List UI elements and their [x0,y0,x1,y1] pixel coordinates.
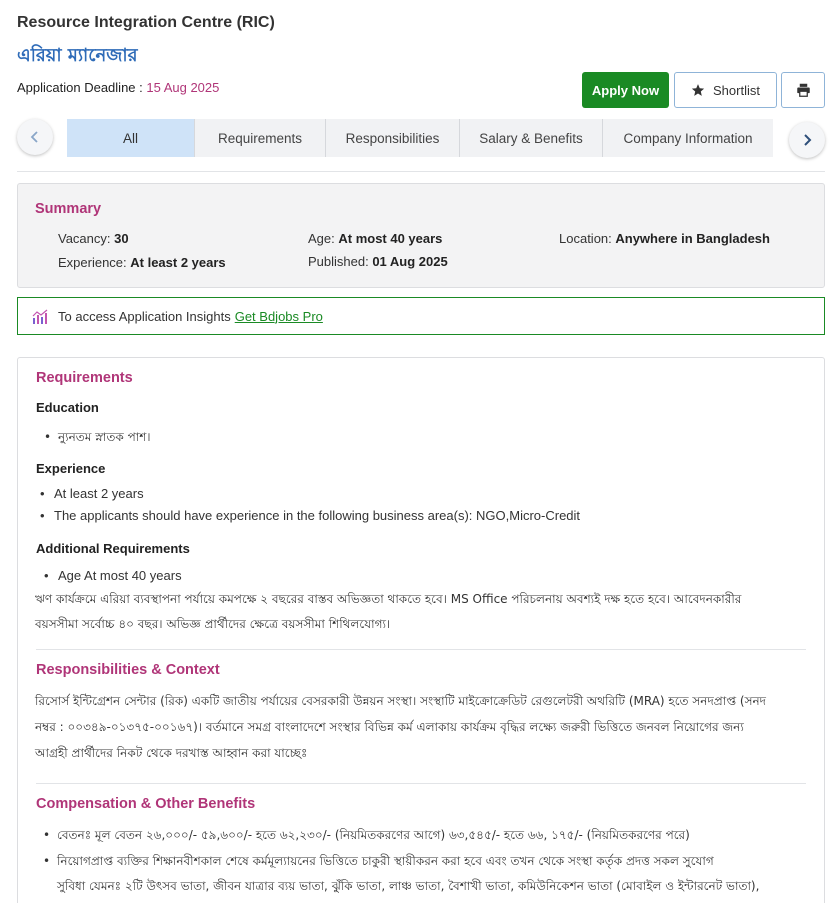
compensation-item: • নিয়োগপ্রাপ্ত ব্যক্তির শিক্ষানবীশকাল শেষে কর্মমূল্যায়নের ভিত্তিতে চাকুরী স্থায়ীকরন করা হবে এবং তখন থেকে সংস্থা কর্তৃক প্রদত্ত সকল সুযোগ [57,849,714,874]
section-divider [36,783,806,784]
responsibilities-title: Responsibilities & Context [36,662,220,678]
tab-company-information[interactable]: Company Information [603,119,773,157]
additional-text-line: ঋণ কার্যক্রমে এরিয়া ব্যবস্থাপনা পর্যায়ে কমপক্ষে ২ বছরের বাস্তব অভিজ্ঞতা থাকতে হবে। MS Office পরিচলনায় অবশ্যই দক্ষ হতে হবে। আবেদনকারীর [35,592,742,606]
vacancy-value: 30 [114,231,129,246]
age-value: At most 40 years [338,231,443,246]
experience [58,255,226,270]
section-divider [36,649,806,650]
compensation-item-continued: সুবিধা যেমনঃ ২টি উৎসব ভাতা, জীবন যাত্রার ব্যয় ভাতা, ঝুঁকি ভাতা, লাঞ্চ ভাতা, বৈশাখী ভাতা, কমিউনিকেশন ভাতা (মোবাইল ও ইন্টারনেট ভাতা), [57,879,760,893]
responsibilities-text-line: রিসোর্স ইন্টিগ্রেশন সেন্টার (রিক) একটি জাতীয় পর্যায়ের বেসরকারী উন্নয়ন সংস্থা। সংস্থাটি মাইক্রোক্রেডিট রেগুলেটরী অথরিটি (MRA) হতে সনদপ্রাপ্ত (সনদ [35,694,766,708]
compensation-item: • বেতনঃ মূল বেতন ২৬,০০০/- ৫৯,৬০০/- হতে ৬২,২৩০/- (নিয়মিতকরণের আগে) ৬৩,৫৪৫/- হতে ৬৬, ১৭৫/- (নিয়মিতকরণের পরে) [57,823,690,848]
divider [17,171,825,172]
age-label: Age: [308,231,339,246]
tabs-scroll-left[interactable] [17,119,53,155]
insights-banner [17,297,825,335]
compensation-title: Compensation & Other Benefits [36,796,256,812]
age [308,231,442,246]
tab-salary-benefits[interactable]: Salary & Benefits [460,119,603,157]
tab-requirements[interactable]: Requirements [195,119,326,157]
experience-item: • The applicants should have experience in the following business area(s): NGO,Micro-Credit [54,508,580,523]
summary-title: Summary [35,201,102,217]
requirements-title: Requirements [36,370,133,386]
application-deadline [17,80,219,95]
published [308,254,448,269]
published-label: Published: [308,254,373,269]
additional-text-line: বয়সসীমা সর্বোচ্চ ৪০ বছর। অভিজ্ঞ প্রার্থীদের ক্ষেত্রে বয়সসীমা শিথিলযোগ্য। [35,617,391,631]
shortlist-label: Shortlist [713,82,760,98]
experience-value: At least 2 years [130,255,226,270]
printer-icon [796,83,811,97]
apply-now-button[interactable]: Apply Now [582,72,669,108]
responsibilities-text-line: নম্বর : ০০৩৪৯-০১৩৭৫-০০১৬৭)। বর্তমানে সমগ্র বাংলাদেশে সংস্থার বিভিন্ন কর্ম এলাকায় কার্যক্রম বৃদ্ধির লক্ষ্যে জরুরী ভিত্তিতে জনবল নিয়োগের জন্য [35,720,744,734]
education-heading: Education [36,400,99,415]
chevron-left-icon [30,131,40,143]
experience-item: • At least 2 years [54,486,144,501]
company-name: Resource Integration Centre (RIC) [17,14,275,31]
deadline-date: 15 Aug 2025 [146,80,220,95]
vacancy-label: Vacancy: [58,231,115,246]
insights-chart-icon [32,309,49,324]
location [559,231,770,246]
chevron-right-icon [802,134,812,146]
tab-responsibilities[interactable]: Responsibilities [326,119,460,157]
job-title: এরিয়া ম্যানেজার [17,45,138,66]
star-icon [691,83,705,97]
experience-heading: Experience [36,461,106,476]
experience-label: Experience: [58,255,131,270]
deadline-label: Application Deadline : [17,80,147,95]
location-label: Location: [559,231,616,246]
responsibilities-text-line: আগ্রহী প্রার্থীদের নিকট থেকে দরখাস্ত আহ্বান করা যাচ্ছেঃ [35,746,308,760]
additional-item: • Age At most 40 years [58,568,182,583]
tab-bar [17,118,825,158]
print-button[interactable] [781,72,825,108]
published-value: 01 Aug 2025 [372,254,448,269]
insights-text: To access Application Insights [58,308,231,324]
get-bdjobs-pro-link[interactable]: Get Bdjobs Pro [234,308,323,324]
shortlist-button[interactable] [674,72,777,108]
summary-panel [17,183,825,288]
additional-requirements-heading: Additional Requirements [36,541,190,556]
tabs-scroll-right[interactable] [789,122,825,158]
job-details [17,357,825,903]
education-item: • ন্যুনতম স্নাতক পাশ। [58,425,151,450]
tab-all[interactable]: All [67,119,195,157]
vacancy [58,231,129,246]
location-value: Anywhere in Bangladesh [615,231,770,246]
